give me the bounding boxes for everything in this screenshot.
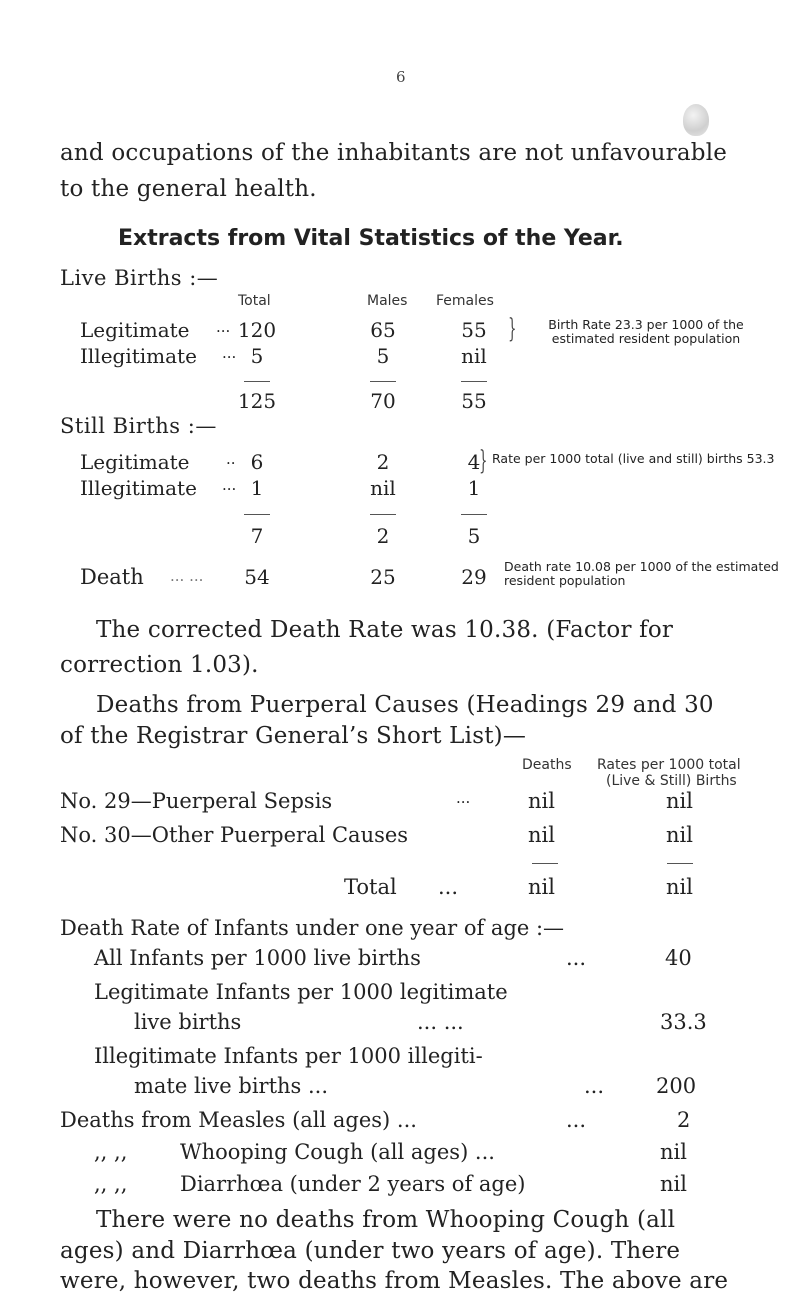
puerperal-row-30-rate: nil xyxy=(666,823,693,847)
col-males: Males xyxy=(367,293,408,309)
brace-icon: } xyxy=(508,314,517,344)
lb-illegit-label: Illegitimate xyxy=(80,344,197,368)
puerperal-row-29-rate: nil xyxy=(666,789,693,813)
lb-sum-females: 55 xyxy=(461,389,487,413)
page-number: 6 xyxy=(396,68,406,86)
lb-illegit-total: 5 xyxy=(250,344,264,368)
sb-legit-males: 2 xyxy=(376,450,390,474)
death-males: 25 xyxy=(370,565,396,589)
infants-illegit-line-2: mate live births ... xyxy=(134,1074,329,1098)
closing-line-2: ages) and Diarrhœa (under two years of age). There xyxy=(60,1238,681,1264)
puerperal-row-30-label: No. 30—Other Puerperal Causes xyxy=(60,823,409,847)
infants-all-value: 40 xyxy=(665,946,692,970)
lb-sum-total: 125 xyxy=(237,389,277,413)
divider xyxy=(667,863,693,864)
infants-legit-value: 33.3 xyxy=(660,1010,707,1034)
ditto-marks: ,, ,, xyxy=(94,1172,128,1196)
sb-illegit-females: 1 xyxy=(467,476,481,500)
puerperal-total-label: Total xyxy=(344,875,397,899)
closing-line-1: There were no deaths from Whooping Cough (all xyxy=(96,1207,676,1233)
infants-illegit-line-1: Illegitimate Infants per 1000 illegiti- xyxy=(94,1044,483,1068)
lb-legit-males: 65 xyxy=(370,318,396,342)
divider xyxy=(370,381,396,382)
infants-illegit-value: 200 xyxy=(656,1074,697,1098)
birth-rate-note: Birth Rate 23.3 per 1000 of the estimated resident population xyxy=(548,317,744,346)
whooping-label: Whooping Cough (all ages) ... xyxy=(180,1140,495,1164)
puerperal-line-1: Deaths from Puerperal Causes (Headings 29 and 30 xyxy=(96,692,714,718)
lb-sum-males: 70 xyxy=(370,389,396,413)
death-dots: ... ... xyxy=(170,567,204,585)
divider xyxy=(532,863,558,864)
col-total: Total xyxy=(238,293,271,309)
sb-sum-total: 7 xyxy=(250,524,264,548)
lb-legit-females: 55 xyxy=(461,318,487,342)
intro-line-1: and occupations of the inhabitants are not unfavourable xyxy=(60,140,728,166)
divider xyxy=(461,381,487,382)
puerperal-total-deaths: nil xyxy=(528,875,555,899)
diarrhoea-value: nil xyxy=(660,1172,687,1196)
death-label: Death xyxy=(80,565,144,589)
infants-illegit-dots: ... xyxy=(584,1074,605,1098)
puerperal-row-29-dots: ... xyxy=(456,789,471,807)
sb-legit-total: 6 xyxy=(250,450,264,474)
col-females: Females xyxy=(436,293,494,309)
ditto-marks: ,, ,, xyxy=(94,1140,128,1164)
divider xyxy=(461,514,487,515)
puerperal-row-29-deaths: nil xyxy=(528,789,555,813)
col-deaths: Deaths xyxy=(522,757,572,773)
infants-all-label: All Infants per 1000 live births xyxy=(94,946,421,970)
measles-value: 2 xyxy=(677,1108,691,1132)
lb-illegit-males: 5 xyxy=(376,344,390,368)
puerperal-row-30-deaths: nil xyxy=(528,823,555,847)
sb-illegit-total: 1 xyxy=(250,476,264,500)
still-rate-note: Rate per 1000 total (live and still) births 53.3 xyxy=(492,451,775,466)
divider xyxy=(244,381,270,382)
live-births-title: Live Births :— xyxy=(60,266,219,290)
lb-illegit-females: nil xyxy=(461,344,487,368)
corrected-line-2: correction 1.03). xyxy=(60,652,259,678)
sb-legit-label: Legitimate xyxy=(80,450,190,474)
lb-legit-total: 120 xyxy=(237,318,277,342)
sb-legit-dots: .. xyxy=(226,450,236,468)
divider xyxy=(244,514,270,515)
death-rate-note: Death rate 10.08 per 1000 of the estimated resident population xyxy=(504,559,779,588)
death-females: 29 xyxy=(461,565,487,589)
lb-illegit-dots: ... xyxy=(222,344,237,362)
paper-blemish xyxy=(683,104,709,136)
infants-all-dots: ... xyxy=(566,946,587,970)
brace-icon: } xyxy=(479,446,488,476)
sb-illegit-dots: ... xyxy=(222,476,237,494)
lb-legit-dots: ... xyxy=(216,318,231,336)
measles-dots: ... xyxy=(566,1108,587,1132)
intro-line-2: to the general health. xyxy=(60,176,317,202)
sb-sum-females: 5 xyxy=(467,524,481,548)
whooping-value: nil xyxy=(660,1140,687,1164)
sb-illegit-males: nil xyxy=(370,476,396,500)
col-rates-line-2: (Live & Still) Births xyxy=(606,773,737,789)
infants-legit-line-2: live births xyxy=(134,1010,242,1034)
sb-legit-females: 4 xyxy=(467,450,481,474)
puerperal-total-dots: ... xyxy=(438,875,459,899)
puerperal-line-2: of the Registrar General’s Short List)— xyxy=(60,723,527,749)
still-births-title: Still Births :— xyxy=(60,414,217,438)
closing-line-3: were, however, two deaths from Measles. The above are xyxy=(60,1268,729,1294)
page-heading: Extracts from Vital Statistics of the Year. xyxy=(118,226,624,251)
infants-legit-dots: ... ... xyxy=(417,1010,464,1034)
divider xyxy=(370,514,396,515)
death-total: 54 xyxy=(244,565,270,589)
col-rates-line-1: Rates per 1000 total xyxy=(597,757,741,773)
sb-sum-males: 2 xyxy=(376,524,390,548)
infants-legit-line-1: Legitimate Infants per 1000 legitimate xyxy=(94,980,508,1004)
sb-illegit-label: Illegitimate xyxy=(80,476,197,500)
lb-legit-label: Legitimate xyxy=(80,318,190,342)
diarrhoea-label: Diarrhœa (under 2 years of age) xyxy=(180,1172,526,1196)
corrected-line-1: The corrected Death Rate was 10.38. (Factor for xyxy=(96,617,674,643)
measles-label: Deaths from Measles (all ages) ... xyxy=(60,1108,417,1132)
puerperal-row-29-label: No. 29—Puerperal Sepsis xyxy=(60,789,333,813)
infants-title: Death Rate of Infants under one year of age :— xyxy=(60,916,565,940)
puerperal-total-rate: nil xyxy=(666,875,693,899)
